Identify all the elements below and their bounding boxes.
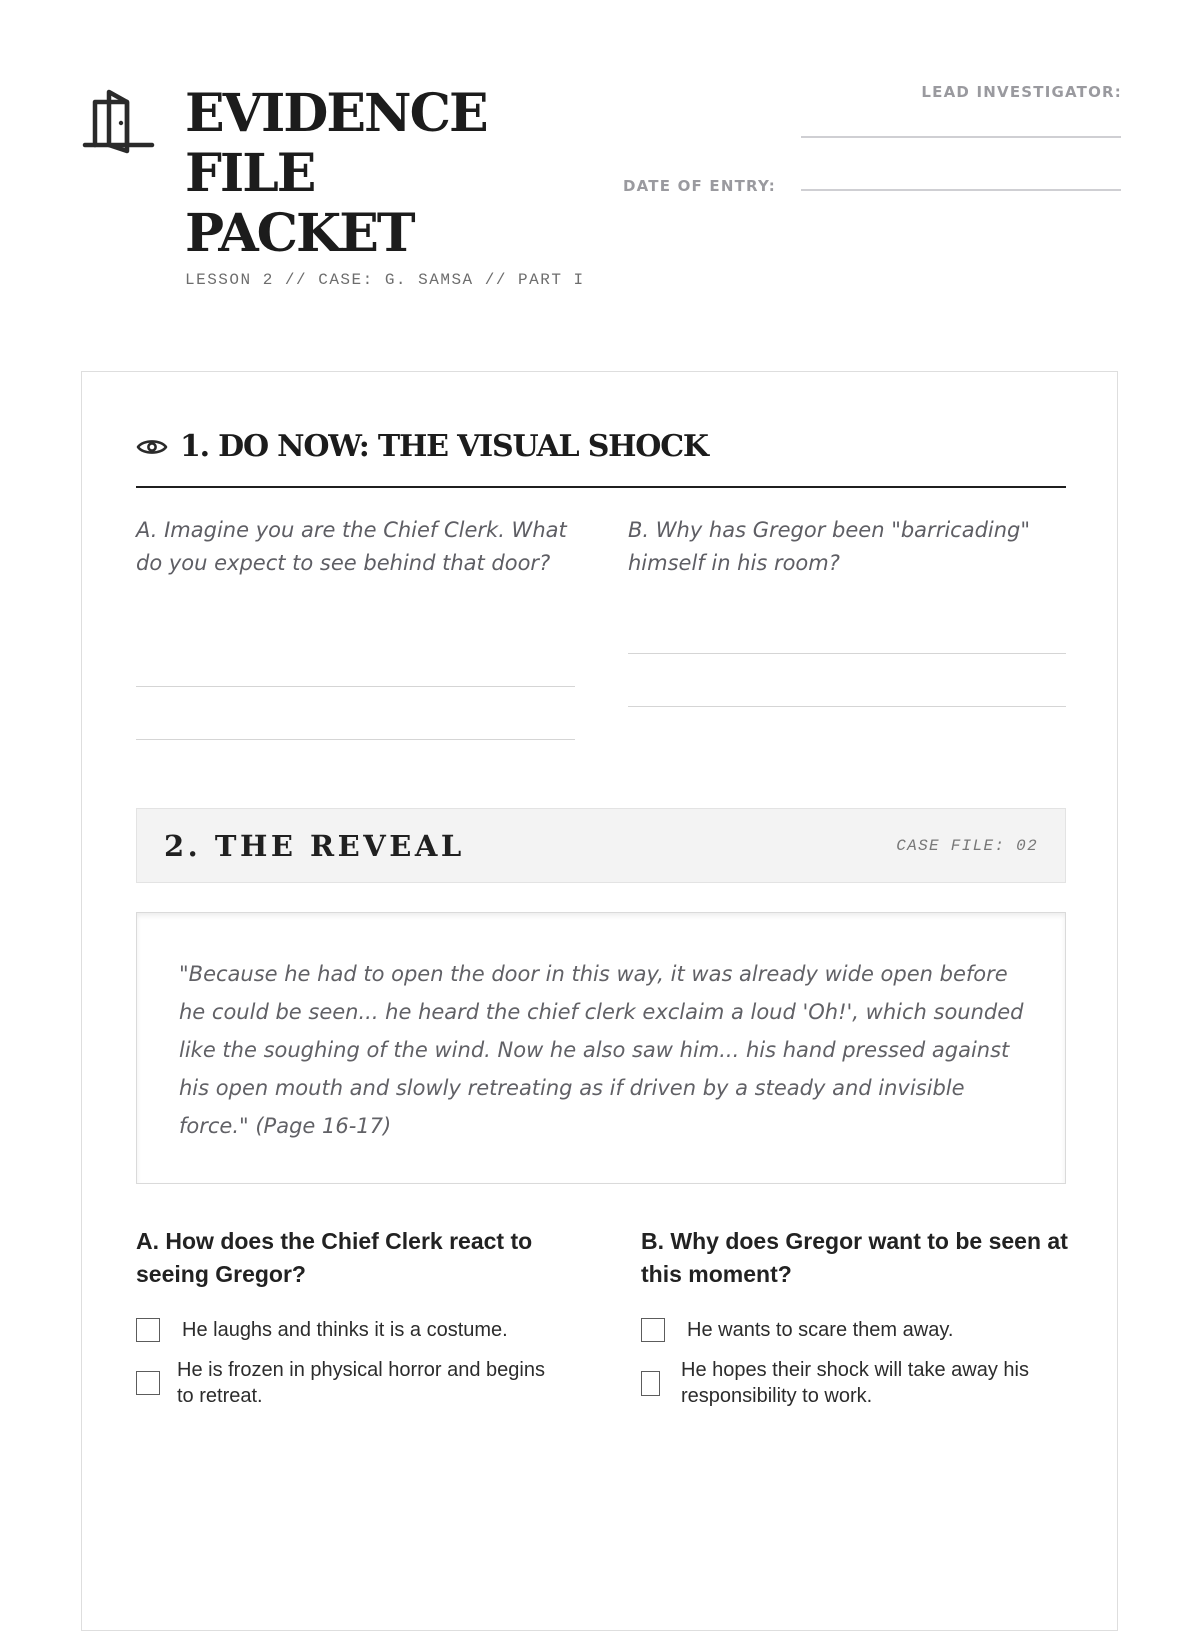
title-line: EVIDENCE [185, 83, 487, 144]
do-now-prompt-a: A. Imagine you are the Chief Clerk. What do you expect to see behind that door? [136, 518, 567, 575]
checkbox[interactable] [136, 1371, 160, 1395]
section-2-title: 2. THE REVEAL [164, 829, 465, 863]
checkbox[interactable] [641, 1371, 660, 1396]
option-a1[interactable] [136, 1317, 508, 1343]
answer-line-b[interactable] [628, 653, 1066, 654]
lead-investigator-field[interactable] [801, 136, 1121, 138]
page-title [185, 84, 585, 264]
checkbox[interactable] [641, 1318, 665, 1342]
question-a: A. How does the Chief Clerk react to seeing Gregor? [136, 1228, 533, 1287]
answer-line-b[interactable] [628, 706, 1066, 707]
option-label: He is frozen in physical horror and begins to retreat. [177, 1359, 545, 1407]
excerpt-quote-box [136, 912, 1066, 1184]
do-now-prompt-b: B. Why has Gregor been "barricading" himself in his room? [628, 518, 1031, 575]
door-icon [82, 86, 156, 158]
title-line: PACKET [185, 203, 414, 264]
option-label: He wants to scare them away. [687, 1319, 954, 1341]
answer-line-a[interactable] [136, 686, 575, 687]
date-of-entry-field[interactable] [801, 189, 1121, 191]
option-label: He hopes their shock will take away his responsibility to work. [681, 1359, 1029, 1407]
date-of-entry-label: DATE OF ENTRY: [623, 177, 776, 195]
option-a2[interactable] [136, 1357, 556, 1409]
lead-investigator-label: LEAD INVESTIGATOR: [921, 83, 1122, 101]
section-2-header [136, 808, 1066, 883]
title-line: FILE [185, 143, 315, 204]
answer-line-a[interactable] [136, 739, 575, 740]
option-label: He laughs and thinks it is a costume. [182, 1319, 508, 1341]
lesson-subtitle: LESSON 2 // CASE: G. SAMSA // PART I [185, 271, 585, 289]
option-b2[interactable] [641, 1357, 1081, 1409]
question-b: B. Why does Gregor want to be seen at this moment? [641, 1228, 1068, 1287]
section-1-header [136, 430, 1066, 488]
eye-icon [136, 436, 168, 458]
excerpt-quote: "Because he had to open the door in this way, it was already wide open before he could be seen... he heard the chief clerk exclaim a loud 'Oh!', which sounded like the soughing of the wind. Now he also saw him... his hand pressed against his open mouth and slowly retreating as if driven by a steady and invisible force." (Page 16-17) [179, 962, 1024, 1138]
case-file-label: CASE FILE: 02 [896, 837, 1038, 855]
checkbox[interactable] [136, 1318, 160, 1342]
option-b1[interactable] [641, 1317, 953, 1343]
section-1-title: 1. DO NOW: THE VISUAL SHOCK [180, 429, 708, 464]
